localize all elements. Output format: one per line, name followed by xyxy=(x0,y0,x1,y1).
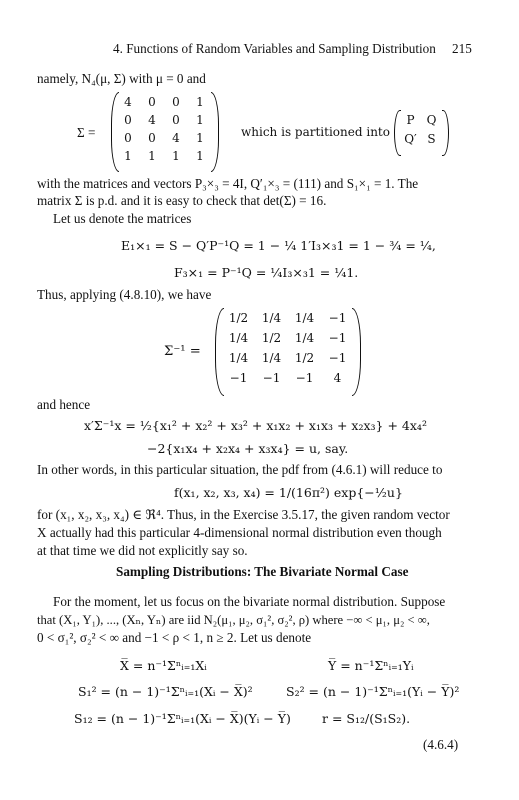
matrix-cell: 0 xyxy=(148,131,156,145)
matrix-cell: 1 xyxy=(196,113,204,127)
matrix-cell: 4 xyxy=(172,131,180,145)
inverse-matrix xyxy=(222,311,354,393)
text-line: For the moment, let us focus on the bivariate normal distribution. Suppose xyxy=(53,594,446,609)
matrix-cell: 1/4 xyxy=(261,311,282,325)
matrix-cell: 4 xyxy=(333,371,342,385)
matrix-cell: 1/2 xyxy=(294,351,315,365)
matrix-cell: 1 xyxy=(172,149,180,163)
matrix-cell: 1 xyxy=(196,131,204,145)
matrix-cell: −1 xyxy=(295,371,314,385)
text-line: at that time we did not explicitly say so. xyxy=(37,543,248,558)
definition: Y̅ = n⁻¹Σⁿᵢ₌₁Yᵢ xyxy=(328,658,414,673)
text-line: that (X₁, Y₁), ..., (Xₙ, Yₙ) are iid N₂(μ₁, μ₂, σ₁², σ₂², ρ) where −∞ < μ₁, μ₂ < ∞, xyxy=(37,613,430,627)
matrix-cell: 1/2 xyxy=(261,331,282,345)
matrix-cell: 1 xyxy=(124,149,132,163)
matrix-cell: 1 xyxy=(148,149,156,163)
matrix-cell: 1/4 xyxy=(261,351,282,365)
definition: S₁₂ = (n − 1)⁻¹Σⁿᵢ₌₁(Xᵢ − X̅)(Yᵢ − Y̅) xyxy=(74,711,291,726)
definition: X̅ = n⁻¹Σⁿᵢ₌₁Xᵢ xyxy=(120,658,207,673)
matrix-cell: Q′ xyxy=(404,132,417,146)
matrix-cell: Q xyxy=(426,113,437,127)
right-bracket xyxy=(211,92,219,172)
definition: r = S₁₂/(S₁S₂). xyxy=(322,711,411,726)
matrix-cell: −1 xyxy=(229,371,248,385)
text-line: matrix Σ is p.d. and it is easy to check that det(Σ) = 16. xyxy=(37,193,327,208)
sigma-matrix xyxy=(116,95,212,169)
text-line: Thus, applying (4.8.10), we have xyxy=(37,287,212,302)
sigma-inverse-label: Σ⁻¹ = xyxy=(164,344,201,359)
matrix-cell: −1 xyxy=(328,351,347,365)
matrix-cell: 0 xyxy=(172,113,180,127)
text-line: and hence xyxy=(37,397,91,412)
text-line: Let us denote the matrices xyxy=(53,211,192,226)
matrix-cell: 1/4 xyxy=(294,331,315,345)
definition: S₁² = (n − 1)⁻¹Σⁿᵢ₌₁(Xᵢ − X̅)² xyxy=(78,684,253,699)
running-title: 4. Functions of Random Variables and Sampling Distribution xyxy=(113,41,436,56)
matrix-cell: 1 xyxy=(196,95,204,109)
equation: f(x₁, x₂, x₃, x₄) = 1/(16π²) exp{−½u} xyxy=(174,485,403,500)
text-line: for (x₁, x₂, x₃, x₄) ∈ ℜ⁴. Thus, in the Exercise 3.5.17, the given random vector xyxy=(37,507,450,522)
matrix-cell: −1 xyxy=(328,311,347,325)
partition-matrix xyxy=(400,113,442,153)
matrix-cell: S xyxy=(427,132,436,146)
equation: E₁×₁ = S − Q′P⁻¹Q = 1 − ¼ 1′I₃×₃1 = 1 − ¾ = ¼, xyxy=(121,238,436,253)
matrix-cell: −1 xyxy=(262,371,281,385)
partition-text: which is partitioned into xyxy=(241,125,390,139)
equation: −2{x₁x₄ + x₂x₄ + x₃x₄} = u, say. xyxy=(147,441,349,456)
text-line: namely, N₄(μ, Σ) with μ = 0 and xyxy=(37,71,206,86)
matrix-cell: 1/4 xyxy=(228,351,249,365)
matrix-cell: −1 xyxy=(328,331,347,345)
equation: F₃×₁ = P⁻¹Q = ¼I₃×₃1 = ¼1. xyxy=(174,265,359,280)
text-line: 0 < σ₁², σ₂² < ∞ and −1 < ρ < 1, n ≥ 2. Let us denote xyxy=(37,630,312,645)
matrix-cell: 4 xyxy=(124,95,132,109)
matrix-cell: 0 xyxy=(148,95,156,109)
matrix-cell: 4 xyxy=(148,113,156,127)
right-bracket xyxy=(442,110,449,156)
text-line: with the matrices and vectors P₃×₃ = 4I, Q′₁×₃ = (111) and S₁×₁ = 1. The xyxy=(37,176,419,191)
matrix-cell: 0 xyxy=(172,95,180,109)
equation: x′Σ⁻¹x = ½{x₁² + x₂² + x₃² + x₁x₂ + x₁x₃ + x₂x₃} + 4x₄² xyxy=(84,418,427,433)
matrix-cell: 1/2 xyxy=(228,311,249,325)
matrix-cell: P xyxy=(406,113,415,127)
sigma-label: Σ = xyxy=(77,125,96,140)
text-line: X actually had this particular 4-dimensional normal distribution even though xyxy=(37,525,442,540)
text-line: In other words, in this particular situation, the pdf from (4.6.1) will reduce to xyxy=(37,462,443,477)
definition: S₂² = (n − 1)⁻¹Σⁿᵢ₌₁(Yᵢ − Y̅)² xyxy=(286,684,460,699)
matrix-cell: 0 xyxy=(124,113,132,127)
page-number: 215 xyxy=(452,41,472,56)
equation-number: (4.6.4) xyxy=(423,737,459,752)
section-title: Sampling Distributions: The Bivariate Normal Case xyxy=(116,564,409,579)
matrix-cell: 1 xyxy=(196,149,204,163)
matrix-cell: 1/4 xyxy=(294,311,315,325)
matrix-cell: 0 xyxy=(124,131,132,145)
matrix-cell: 1/4 xyxy=(228,331,249,345)
